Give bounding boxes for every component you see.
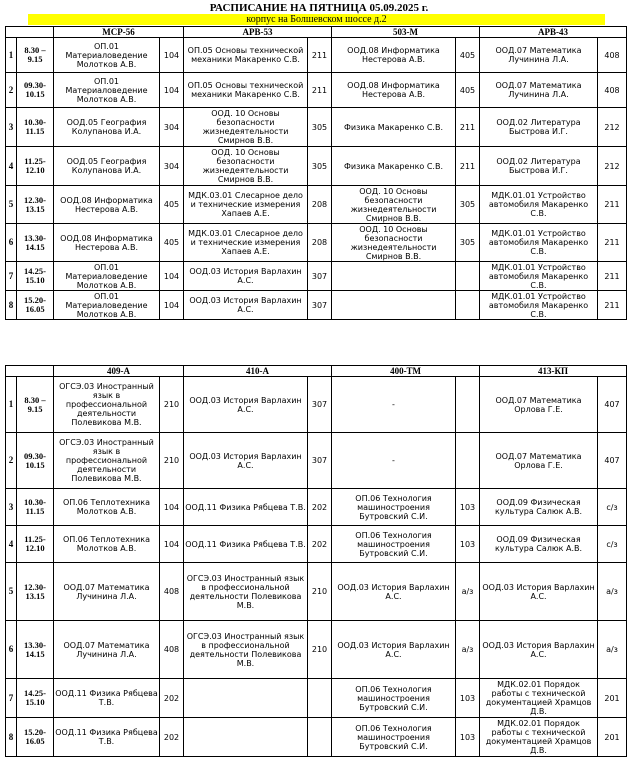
- header-row: [6, 27, 627, 38]
- subject-cell: ОП.05 Основы технической механики Макаренко С.В.: [184, 38, 308, 73]
- subject-cell: ООД.05 География Колупанова И.А.: [54, 147, 160, 186]
- subject-cell: ООД.03 История Варлахин А.С.: [184, 433, 308, 489]
- room-cell: 307: [308, 291, 332, 320]
- group-header: 410-А: [184, 366, 332, 377]
- room-cell: с/з: [598, 489, 627, 526]
- lesson-number: 6: [6, 621, 17, 679]
- subject-cell: ОП.01 Материаловедение Молотков А.В.: [54, 73, 160, 108]
- lesson-row: [6, 563, 627, 621]
- subject-cell: ОП.01 Материаловедение Молотков А.В.: [54, 38, 160, 73]
- room-cell: 407: [598, 433, 627, 489]
- lesson-number: 4: [6, 147, 17, 186]
- subject-cell: ООД.11 Физика Рябцева Т.В.: [184, 489, 308, 526]
- campus-subtitle: корпус на Болшевском шоссе д.2: [28, 14, 605, 25]
- room-cell: 104: [160, 291, 184, 320]
- lesson-number: 8: [6, 718, 17, 757]
- subject-cell: ООД.03 История Варлахин А.С.: [184, 262, 308, 291]
- subject-cell: Физика Макаренко С.В.: [332, 108, 456, 147]
- lesson-time: 15.20- 16.05: [17, 291, 54, 320]
- room-cell: 212: [598, 108, 627, 147]
- subject-cell: ОГСЭ.03 Иностранный язык в профессиональной деятельности Полевикова М.В.: [54, 433, 160, 489]
- lesson-time: 8.30 – 9.15: [17, 38, 54, 73]
- room-cell: 408: [160, 621, 184, 679]
- header-corner: [6, 27, 54, 38]
- subject-cell: [184, 679, 308, 718]
- subject-cell: ОП.06 Теплотехника Молотков А.В.: [54, 489, 160, 526]
- subject-cell: ООД.11 Физика Рябцева Т.В.: [54, 718, 160, 757]
- lesson-number: 8: [6, 291, 17, 320]
- lesson-number: 4: [6, 526, 17, 563]
- room-cell: 307: [308, 262, 332, 291]
- room-cell: [456, 262, 480, 291]
- subject-cell: [332, 291, 456, 320]
- group-header: АРВ-53: [184, 27, 332, 38]
- lesson-time: 14.25- 15.10: [17, 262, 54, 291]
- subject-cell: -: [332, 433, 456, 489]
- lesson-row: [6, 38, 627, 73]
- group-header: 400-ТМ: [332, 366, 480, 377]
- lesson-number: 1: [6, 377, 17, 433]
- lesson-time: 12.30- 13.15: [17, 563, 54, 621]
- room-cell: 405: [160, 224, 184, 262]
- subject-cell: ОП.06 Технология машиностроения Бутровский С.И.: [332, 679, 456, 718]
- subject-cell: ОП.01 Материаловедение Молотков А.В.: [54, 262, 160, 291]
- lesson-time: 11.25- 12.10: [17, 147, 54, 186]
- room-cell: 211: [308, 38, 332, 73]
- subject-cell: МДК.02.01 Порядок работы с технической документацией Храмцов Д.В.: [480, 679, 598, 718]
- room-cell: 307: [308, 433, 332, 489]
- schedule-table-2: [5, 365, 627, 757]
- subject-cell: ООД.07 Математика Лучинина Л.А.: [480, 38, 598, 73]
- subject-cell: МДК.01.01 Устройство автомобиля Макаренко С.В.: [480, 186, 598, 224]
- header-row: [6, 366, 627, 377]
- lesson-row: [6, 262, 627, 291]
- subject-cell: ООД.11 Физика Рябцева Т.В.: [184, 526, 308, 563]
- room-cell: а/з: [456, 563, 480, 621]
- room-cell: 405: [456, 73, 480, 108]
- subject-cell: ОГСЭ.03 Иностранный язык в профессиональной деятельности Полевикова М.В.: [54, 377, 160, 433]
- page-title: РАСПИСАНИЕ НА ПЯТНИЦА 05.09.2025 г.: [209, 2, 429, 14]
- room-cell: 211: [598, 262, 627, 291]
- room-cell: 305: [456, 186, 480, 224]
- lesson-number: 5: [6, 186, 17, 224]
- subject-cell: ООД.02 Литература Быстрова И.Г.: [480, 147, 598, 186]
- subject-cell: МДК.02.01 Порядок работы с технической документацией Храмцов Д.В.: [480, 718, 598, 757]
- group-header: 503-М: [332, 27, 480, 38]
- subject-cell: ОП.06 Технология машиностроения Бутровский С.И.: [332, 526, 456, 563]
- schedule-table-1: [5, 26, 627, 320]
- lesson-number: 7: [6, 679, 17, 718]
- group-header: АРВ-43: [480, 27, 627, 38]
- lesson-time: 8.30 – 9.15: [17, 377, 54, 433]
- room-cell: [456, 377, 480, 433]
- subject-cell: ООД.11 Физика Рябцева Т.В.: [54, 679, 160, 718]
- subject-cell: ОГСЭ.03 Иностранный язык в профессиональной деятельности Полевикова М.В.: [184, 563, 308, 621]
- subject-cell: ООД.03 История Варлахин А.С.: [332, 621, 456, 679]
- subject-cell: ООД. 10 Основы безопасности жизнедеятельности Смирнов В.В.: [184, 147, 308, 186]
- lesson-time: 09.30- 10.15: [17, 433, 54, 489]
- subject-cell: ООД.03 История Варлахин А.С.: [480, 563, 598, 621]
- room-cell: 201: [598, 718, 627, 757]
- subject-cell: [332, 262, 456, 291]
- room-cell: [308, 679, 332, 718]
- subject-cell: ОП.06 Технология машиностроения Бутровский С.И.: [332, 718, 456, 757]
- subject-cell: ООД.07 Математика Орлова Г.Е.: [480, 433, 598, 489]
- room-cell: [308, 718, 332, 757]
- room-cell: 212: [598, 147, 627, 186]
- lesson-number: 5: [6, 563, 17, 621]
- subject-cell: ООД.02 Литература Быстрова И.Г.: [480, 108, 598, 147]
- room-cell: 202: [160, 679, 184, 718]
- room-cell: а/з: [598, 563, 627, 621]
- lesson-row: [6, 489, 627, 526]
- room-cell: 104: [160, 73, 184, 108]
- room-cell: 202: [308, 526, 332, 563]
- subject-cell: МДК.01.01 Устройство автомобиля Макаренко С.В.: [480, 291, 598, 320]
- subject-cell: ООД. 10 Основы безопасности жизнедеятельности Смирнов В.В.: [184, 108, 308, 147]
- group-header: 409-А: [54, 366, 184, 377]
- room-cell: 104: [160, 526, 184, 563]
- subject-cell: ООД.03 История Варлахин А.С.: [480, 621, 598, 679]
- room-cell: 208: [308, 224, 332, 262]
- lesson-row: [6, 621, 627, 679]
- subject-cell: ОП.06 Технология машиностроения Бутровский С.И.: [332, 489, 456, 526]
- room-cell: 407: [598, 377, 627, 433]
- lesson-time: 10.30- 11.15: [17, 108, 54, 147]
- lesson-row: [6, 147, 627, 186]
- room-cell: [456, 433, 480, 489]
- subject-cell: Физика Макаренко С.В.: [332, 147, 456, 186]
- room-cell: 210: [160, 377, 184, 433]
- subject-cell: ООД.09 Физическая культура Салюк А.В.: [480, 526, 598, 563]
- subject-cell: ООД. 10 Основы безопасности жизнедеятельности Смирнов В.В.: [332, 186, 456, 224]
- lesson-time: 13.30- 14.15: [17, 621, 54, 679]
- subject-cell: МДК.01.01 Устройство автомобиля Макаренко С.В.: [480, 224, 598, 262]
- room-cell: 103: [456, 526, 480, 563]
- room-cell: 210: [160, 433, 184, 489]
- room-cell: 405: [456, 38, 480, 73]
- lesson-number: 2: [6, 73, 17, 108]
- room-cell: 307: [308, 377, 332, 433]
- room-cell: 408: [160, 563, 184, 621]
- subject-cell: ООД.08 Информатика Нестерова А.В.: [332, 73, 456, 108]
- group-header: 413-КП: [480, 366, 627, 377]
- room-cell: 305: [308, 108, 332, 147]
- subject-cell: МДК.01.01 Устройство автомобиля Макаренко С.В.: [480, 262, 598, 291]
- lesson-number: 1: [6, 38, 17, 73]
- header-corner: [6, 366, 54, 377]
- room-cell: 211: [598, 291, 627, 320]
- room-cell: 210: [308, 563, 332, 621]
- room-cell: 103: [456, 679, 480, 718]
- lesson-row: [6, 108, 627, 147]
- subject-cell: ОП.06 Теплотехника Молотков А.В.: [54, 526, 160, 563]
- lesson-row: [6, 718, 627, 757]
- subject-cell: ООД.07 Математика Лучинина Л.А.: [480, 73, 598, 108]
- subject-cell: ООД.07 Математика Лучинина Л.А.: [54, 621, 160, 679]
- subject-cell: ООД.07 Математика Лучинина Л.А.: [54, 563, 160, 621]
- lesson-number: 6: [6, 224, 17, 262]
- group-header: МСР-56: [54, 27, 184, 38]
- subject-cell: ООД.09 Физическая культура Салюк А.В.: [480, 489, 598, 526]
- lesson-row: [6, 224, 627, 262]
- room-cell: 304: [160, 108, 184, 147]
- lesson-time: 13.30- 14.15: [17, 224, 54, 262]
- subject-cell: ООД.03 История Варлахин А.С.: [184, 291, 308, 320]
- room-cell: 305: [308, 147, 332, 186]
- subject-cell: ООД.08 Информатика Нестерова А.В.: [54, 224, 160, 262]
- subject-cell: ООД.07 Математика Орлова Г.Е.: [480, 377, 598, 433]
- room-cell: 211: [598, 224, 627, 262]
- subject-cell: МДК.03.01 Слесарное дело и технические измерения Хапаев А.Е.: [184, 224, 308, 262]
- room-cell: а/з: [456, 621, 480, 679]
- room-cell: а/з: [598, 621, 627, 679]
- room-cell: 211: [456, 147, 480, 186]
- room-cell: 304: [160, 147, 184, 186]
- lesson-number: 3: [6, 108, 17, 147]
- subject-cell: [184, 718, 308, 757]
- subject-cell: ОГСЭ.03 Иностранный язык в профессиональной деятельности Полевикова М.В.: [184, 621, 308, 679]
- room-cell: 408: [598, 38, 627, 73]
- room-cell: 202: [160, 718, 184, 757]
- room-cell: 104: [160, 489, 184, 526]
- room-cell: 104: [160, 262, 184, 291]
- room-cell: 201: [598, 679, 627, 718]
- room-cell: 202: [308, 489, 332, 526]
- room-cell: 210: [308, 621, 332, 679]
- subject-cell: ООД.03 История Варлахин А.С.: [184, 377, 308, 433]
- subject-cell: МДК.03.01 Слесарное дело и технические измерения Хапаев А.Е.: [184, 186, 308, 224]
- room-cell: 103: [456, 718, 480, 757]
- lesson-time: 12.30- 13.15: [17, 186, 54, 224]
- subject-cell: -: [332, 377, 456, 433]
- subject-cell: ООД.03 История Варлахин А.С.: [332, 563, 456, 621]
- room-cell: [456, 291, 480, 320]
- subject-cell: ОП.05 Основы технической механики Макаренко С.В.: [184, 73, 308, 108]
- lesson-row: [6, 433, 627, 489]
- subject-cell: ООД.08 Информатика Нестерова А.В.: [332, 38, 456, 73]
- lesson-row: [6, 291, 627, 320]
- room-cell: 211: [456, 108, 480, 147]
- room-cell: 408: [598, 73, 627, 108]
- subject-cell: ООД. 10 Основы безопасности жизнедеятельности Смирнов В.В.: [332, 224, 456, 262]
- subject-cell: ООД.05 География Колупанова И.А.: [54, 108, 160, 147]
- lesson-row: [6, 526, 627, 563]
- room-cell: 104: [160, 38, 184, 73]
- room-cell: 405: [160, 186, 184, 224]
- subject-cell: ООД.08 Информатика Нестерова А.В.: [54, 186, 160, 224]
- lesson-time: 11.25- 12.10: [17, 526, 54, 563]
- lesson-number: 7: [6, 262, 17, 291]
- room-cell: 305: [456, 224, 480, 262]
- lesson-row: [6, 73, 627, 108]
- lesson-number: 3: [6, 489, 17, 526]
- room-cell: с/з: [598, 526, 627, 563]
- lesson-row: [6, 377, 627, 433]
- subject-cell: ОП.01 Материаловедение Молотков А.В.: [54, 291, 160, 320]
- lesson-number: 2: [6, 433, 17, 489]
- room-cell: 103: [456, 489, 480, 526]
- room-cell: 208: [308, 186, 332, 224]
- lesson-time: 14.25- 15.10: [17, 679, 54, 718]
- room-cell: 211: [308, 73, 332, 108]
- lesson-row: [6, 186, 627, 224]
- lesson-row: [6, 679, 627, 718]
- lesson-time: 15.20- 16.05: [17, 718, 54, 757]
- room-cell: 211: [598, 186, 627, 224]
- lesson-time: 10.30- 11.15: [17, 489, 54, 526]
- lesson-time: 09.30- 10.15: [17, 73, 54, 108]
